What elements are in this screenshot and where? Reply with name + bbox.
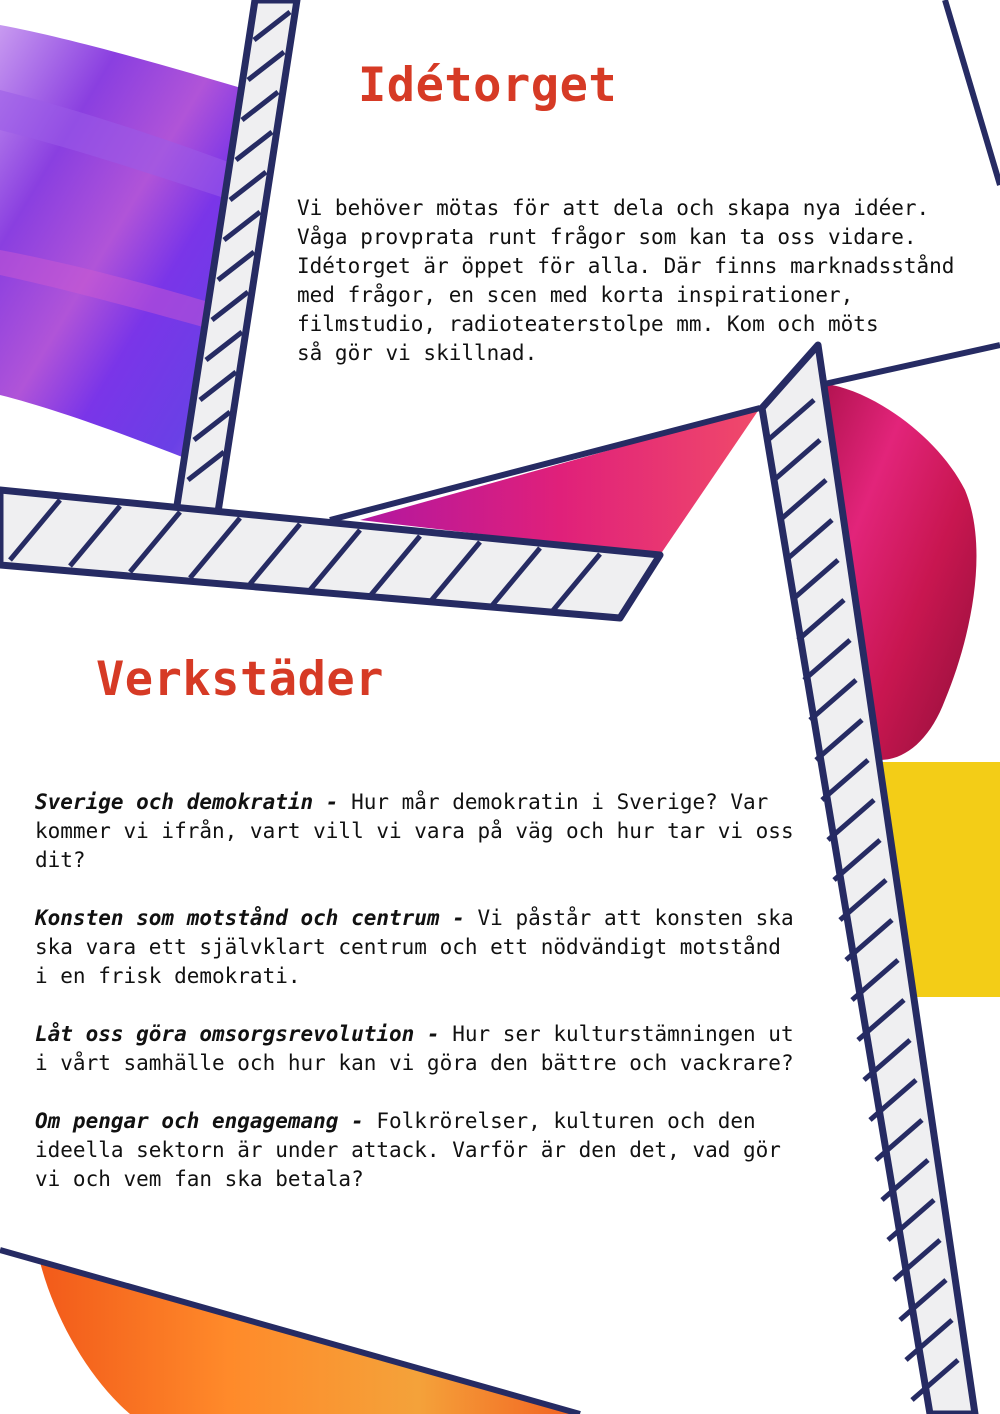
workshop-list [35,788,835,1223]
workshop-first-line [35,1020,835,1049]
workshop-text-line: ska vara ett självklart centrum och ett nödvändigt motstånd [35,935,781,959]
workshop-title: Sverige och demokratin [35,790,314,814]
workshop-separator: - [313,790,352,814]
idetorget-line: filmstudio, radioteaterstolpe mm. Kom och möts [297,312,879,336]
workshop-separator: - [439,906,478,930]
workshop-first-line [35,1107,835,1136]
workshop-text-line: vi och vem fan ska betala? [35,1167,364,1191]
idetorget-line: Våga provprata runt frågor som kan ta oss vidare. [297,225,917,249]
workshop-first-line [35,904,835,933]
workshop-first-line [35,788,835,817]
workshop-text: Folkrörelser, kulturen och den [376,1109,756,1133]
idetorget-line: med frågor, en scen med korta inspirationer, [297,283,854,307]
workshop-text-line: ideella sektorn är under attack. Varför är den det, vad gör [35,1138,781,1162]
workshop-item [35,1107,835,1194]
workshop-text-line: dit? [35,848,86,872]
workshop-item [35,788,835,875]
workshop-text: Vi påstår att konsten ska [477,906,794,930]
verkstader-heading: Verkstäder [96,652,384,707]
idetorget-line: Idétorget är öppet för alla. Där finns marknadsstånd [297,254,955,278]
workshop-item [35,1020,835,1078]
idetorget-description [297,194,987,368]
workshop-text: Hur mår demokratin i Sverige? Var [351,790,769,814]
idetorget-heading: Idétorget [358,58,618,113]
workshop-item [35,904,835,991]
workshop-text-line: kommer vi ifrån, vart vill vi vara på väg och hur tar vi oss [35,819,794,843]
workshop-text-line: i en frisk demokrati. [35,964,301,988]
workshop-separator: - [414,1022,453,1046]
workshop-text-line: i vårt samhälle och hur kan vi göra den bättre och vackrare? [35,1051,794,1075]
workshop-title: Konsten som motstånd och centrum [35,906,440,930]
workshop-title: Om pengar och engagemang [35,1109,339,1133]
workshop-text: Hur ser kulturstämningen ut [452,1022,794,1046]
workshop-separator: - [338,1109,377,1133]
idetorget-line: så gör vi skillnad. [297,341,538,365]
idetorget-line: Vi behöver mötas för att dela och skapa nya idéer. [297,196,930,220]
workshop-title: Låt oss göra omsorgsrevolution [35,1022,415,1046]
